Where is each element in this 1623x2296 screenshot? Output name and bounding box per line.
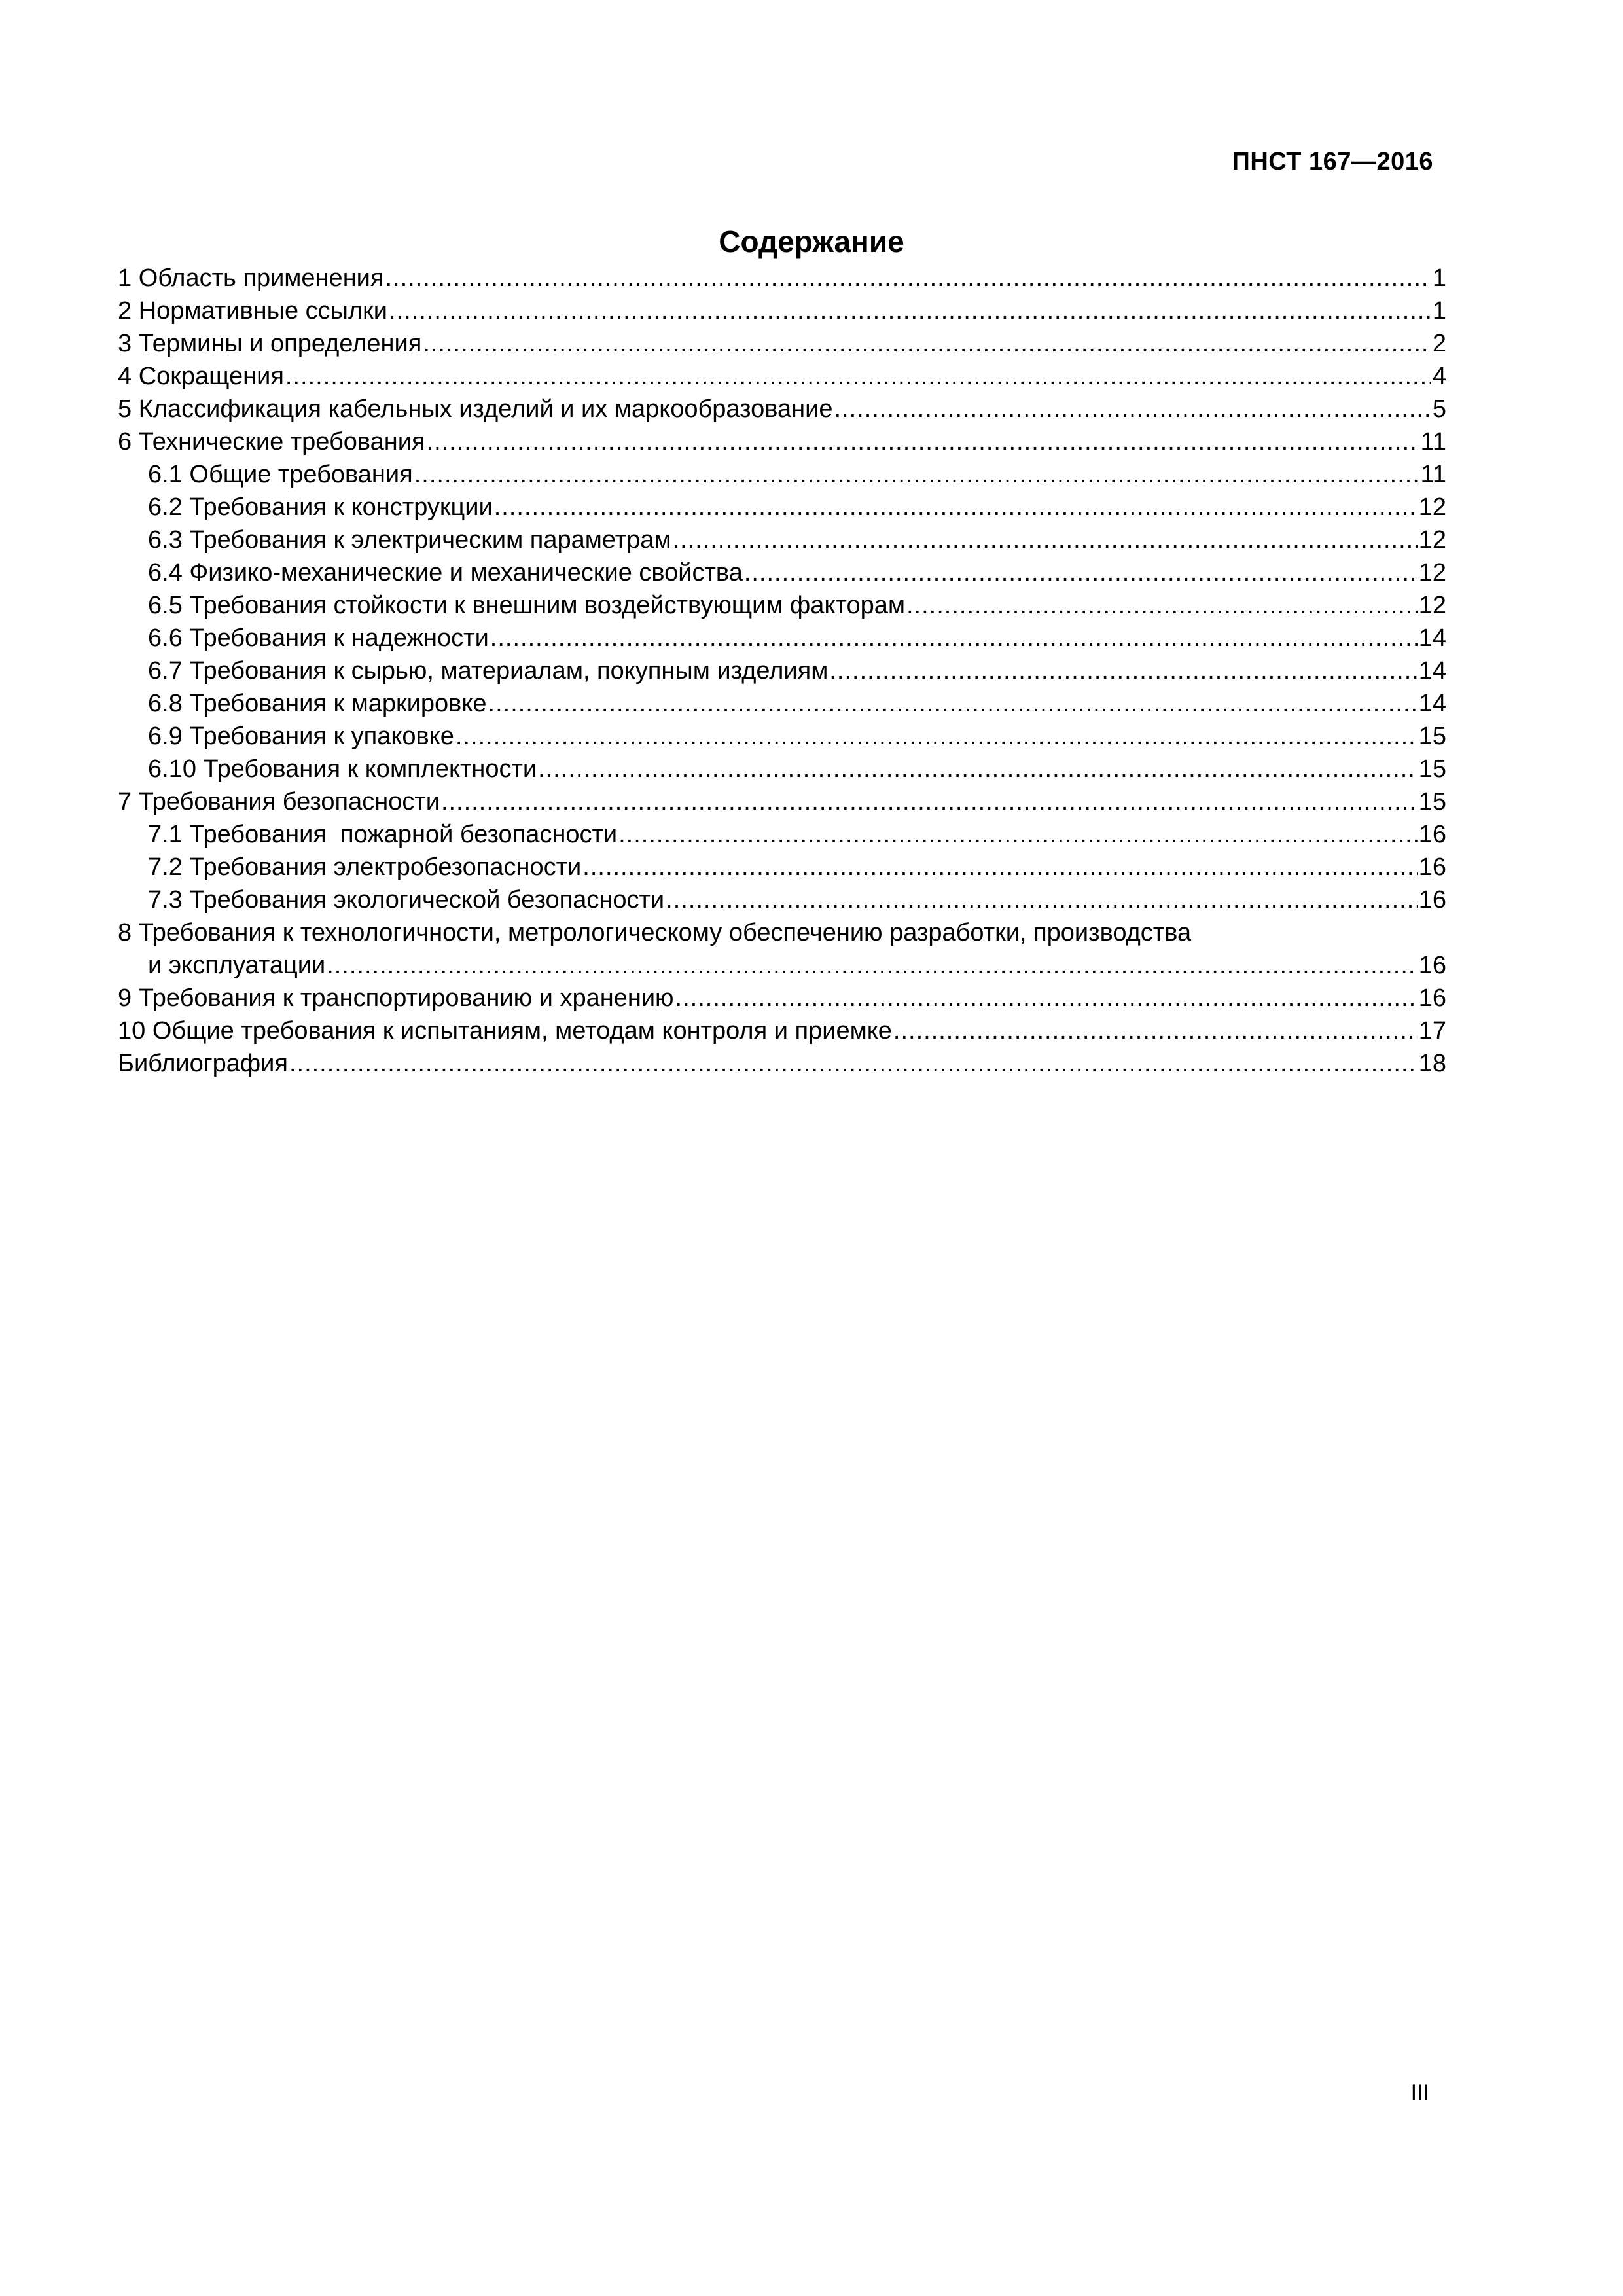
toc-entry-6-9[interactable] [118, 720, 1446, 753]
toc-entry-text: 7 Требования безопасности [118, 788, 440, 816]
toc-entry-4[interactable] [118, 360, 1446, 393]
toc-entry-7[interactable] [118, 785, 1446, 818]
toc-entry-page: 15 [1418, 755, 1446, 783]
toc-leader-dots [494, 491, 1418, 524]
toc-entry-page: 11 [1420, 461, 1446, 488]
toc-entry-text: 6.5 Требования стойкости к внешним воздействующим факторам [148, 592, 905, 619]
toc-leader-dots [327, 949, 1418, 982]
toc-leader-dots [414, 458, 1419, 491]
toc-entry-7-2[interactable] [118, 851, 1446, 884]
toc-entry-page: 14 [1418, 657, 1446, 685]
document-code: ПНСТ 167—2016 [1232, 148, 1433, 175]
toc-entry-text: 6.10 Требования к комплектности [148, 755, 537, 783]
toc-entry-page: 16 [1418, 952, 1446, 979]
toc-leader-dots [834, 393, 1431, 425]
toc-entry-6-7[interactable] [118, 655, 1446, 687]
toc-entry-page: 4 [1432, 363, 1446, 390]
toc-entry-text: 6.2 Требования к конструкции [148, 493, 493, 521]
toc-entry-2[interactable] [118, 295, 1446, 327]
toc-entry-continuation [118, 949, 1446, 982]
toc-entry-page: 12 [1418, 592, 1446, 619]
toc-entry-6-3[interactable] [118, 524, 1446, 556]
page-number: III [1410, 2080, 1429, 2105]
toc-leader-dots [906, 589, 1418, 622]
toc-entry-6-5[interactable] [118, 589, 1446, 622]
toc-entry-page: 2 [1432, 330, 1446, 357]
toc-leader-dots [666, 884, 1418, 916]
toc-entry-page: 15 [1418, 723, 1446, 750]
toc-entry-page: 14 [1418, 624, 1446, 652]
toc-entry-page: 5 [1432, 395, 1446, 423]
toc-entry-text: 10 Общие требования к испытаниям, методам контроля и приемке [118, 1017, 892, 1045]
toc-leader-dots [285, 360, 1431, 393]
toc-entry-8[interactable] [118, 916, 1446, 982]
toc-leader-dots [488, 687, 1418, 720]
toc-entry-page: 16 [1418, 984, 1446, 1012]
toc-leader-dots [385, 262, 1431, 295]
toc-entry-3[interactable] [118, 327, 1446, 360]
toc-entry-text: 1 Область применения [118, 264, 384, 292]
toc-leader-dots [829, 655, 1417, 687]
toc-entry-text-continuation: и эксплуатации [148, 952, 326, 979]
table-of-contents [118, 262, 1446, 1080]
toc-title: Содержание [719, 224, 904, 259]
toc-entry-7-1[interactable] [118, 818, 1446, 851]
toc-leader-dots [538, 753, 1418, 785]
toc-entry-6-10[interactable] [118, 753, 1446, 785]
toc-entry-6-4[interactable] [118, 556, 1446, 589]
toc-leader-dots [441, 785, 1418, 818]
toc-entry-text: 7.1 Требования пожарной безопасности [148, 821, 618, 848]
toc-entry-10[interactable] [118, 1014, 1446, 1047]
toc-entry-text: 6.7 Требования к сырью, материалам, покупным изделиям [148, 657, 829, 685]
toc-leader-dots [618, 818, 1418, 851]
toc-entry-9[interactable] [118, 982, 1446, 1014]
toc-entry-text: 4 Сокращения [118, 363, 284, 390]
toc-leader-dots [673, 524, 1418, 556]
toc-entry-6-6[interactable] [118, 622, 1446, 655]
toc-entry-text: 2 Нормативные ссылки [118, 297, 387, 325]
toc-entry-text: 5 Классификация кабельных изделий и их маркообразование [118, 395, 833, 423]
toc-entry-page: 12 [1418, 526, 1446, 554]
toc-entry-text: 6.3 Требования к электрическим параметрам [148, 526, 671, 554]
toc-entry-text: Библиография [118, 1050, 288, 1077]
toc-entry-text: 6.6 Требования к надежности [148, 624, 489, 652]
toc-entry-bibliography[interactable] [118, 1047, 1446, 1080]
toc-entry-6-8[interactable] [118, 687, 1446, 720]
toc-entry-page: 14 [1418, 690, 1446, 717]
toc-entry-page: 1 [1432, 264, 1446, 292]
toc-leader-dots [423, 327, 1431, 360]
toc-entry-6-2[interactable] [118, 491, 1446, 524]
toc-entry-6-1[interactable] [118, 458, 1446, 491]
toc-entry-page: 16 [1418, 821, 1446, 848]
toc-entry-page: 12 [1418, 493, 1446, 521]
toc-entry-text: 9 Требования к транспортированию и хранению [118, 984, 674, 1012]
toc-entry-text: 6.8 Требования к маркировке [148, 690, 487, 717]
toc-entry-text: 6 Технические требования [118, 428, 425, 456]
toc-entry-page: 17 [1418, 1017, 1446, 1045]
toc-entry-1[interactable] [118, 262, 1446, 295]
toc-entry-7-3[interactable] [118, 884, 1446, 916]
toc-entry-page: 15 [1418, 788, 1446, 816]
toc-leader-dots [675, 982, 1418, 1014]
toc-leader-dots [893, 1014, 1418, 1047]
toc-entry-page: 16 [1418, 886, 1446, 914]
toc-entry-text: 7.3 Требования экологической безопасности [148, 886, 665, 914]
toc-entry-text: 7.2 Требования электробезопасности [148, 853, 582, 881]
toc-entry-text: 8 Требования к технологичности, метрологическому обеспечению разработки, производства [118, 919, 1192, 946]
toc-entry-page: 1 [1432, 297, 1446, 325]
toc-entry-text: 3 Термины и определения [118, 330, 422, 357]
toc-entry-page: 16 [1418, 853, 1446, 881]
toc-entry-text: 6.4 Физико-механические и механические свойства [148, 559, 743, 586]
toc-leader-dots [490, 622, 1418, 655]
toc-leader-dots [582, 851, 1417, 884]
toc-entry-page: 11 [1420, 428, 1446, 456]
toc-entry-page: 18 [1418, 1050, 1446, 1077]
toc-leader-dots [389, 295, 1431, 327]
toc-leader-dots [289, 1047, 1418, 1080]
toc-entry-5[interactable] [118, 393, 1446, 425]
toc-entry-6[interactable] [118, 425, 1446, 458]
toc-leader-dots [455, 720, 1418, 753]
toc-entry-text: 6.9 Требования к упаковке [148, 723, 454, 750]
toc-entry-text: 6.1 Общие требования [148, 461, 413, 488]
toc-entry-page: 12 [1418, 559, 1446, 586]
toc-leader-dots [744, 556, 1418, 589]
toc-leader-dots [427, 425, 1419, 458]
